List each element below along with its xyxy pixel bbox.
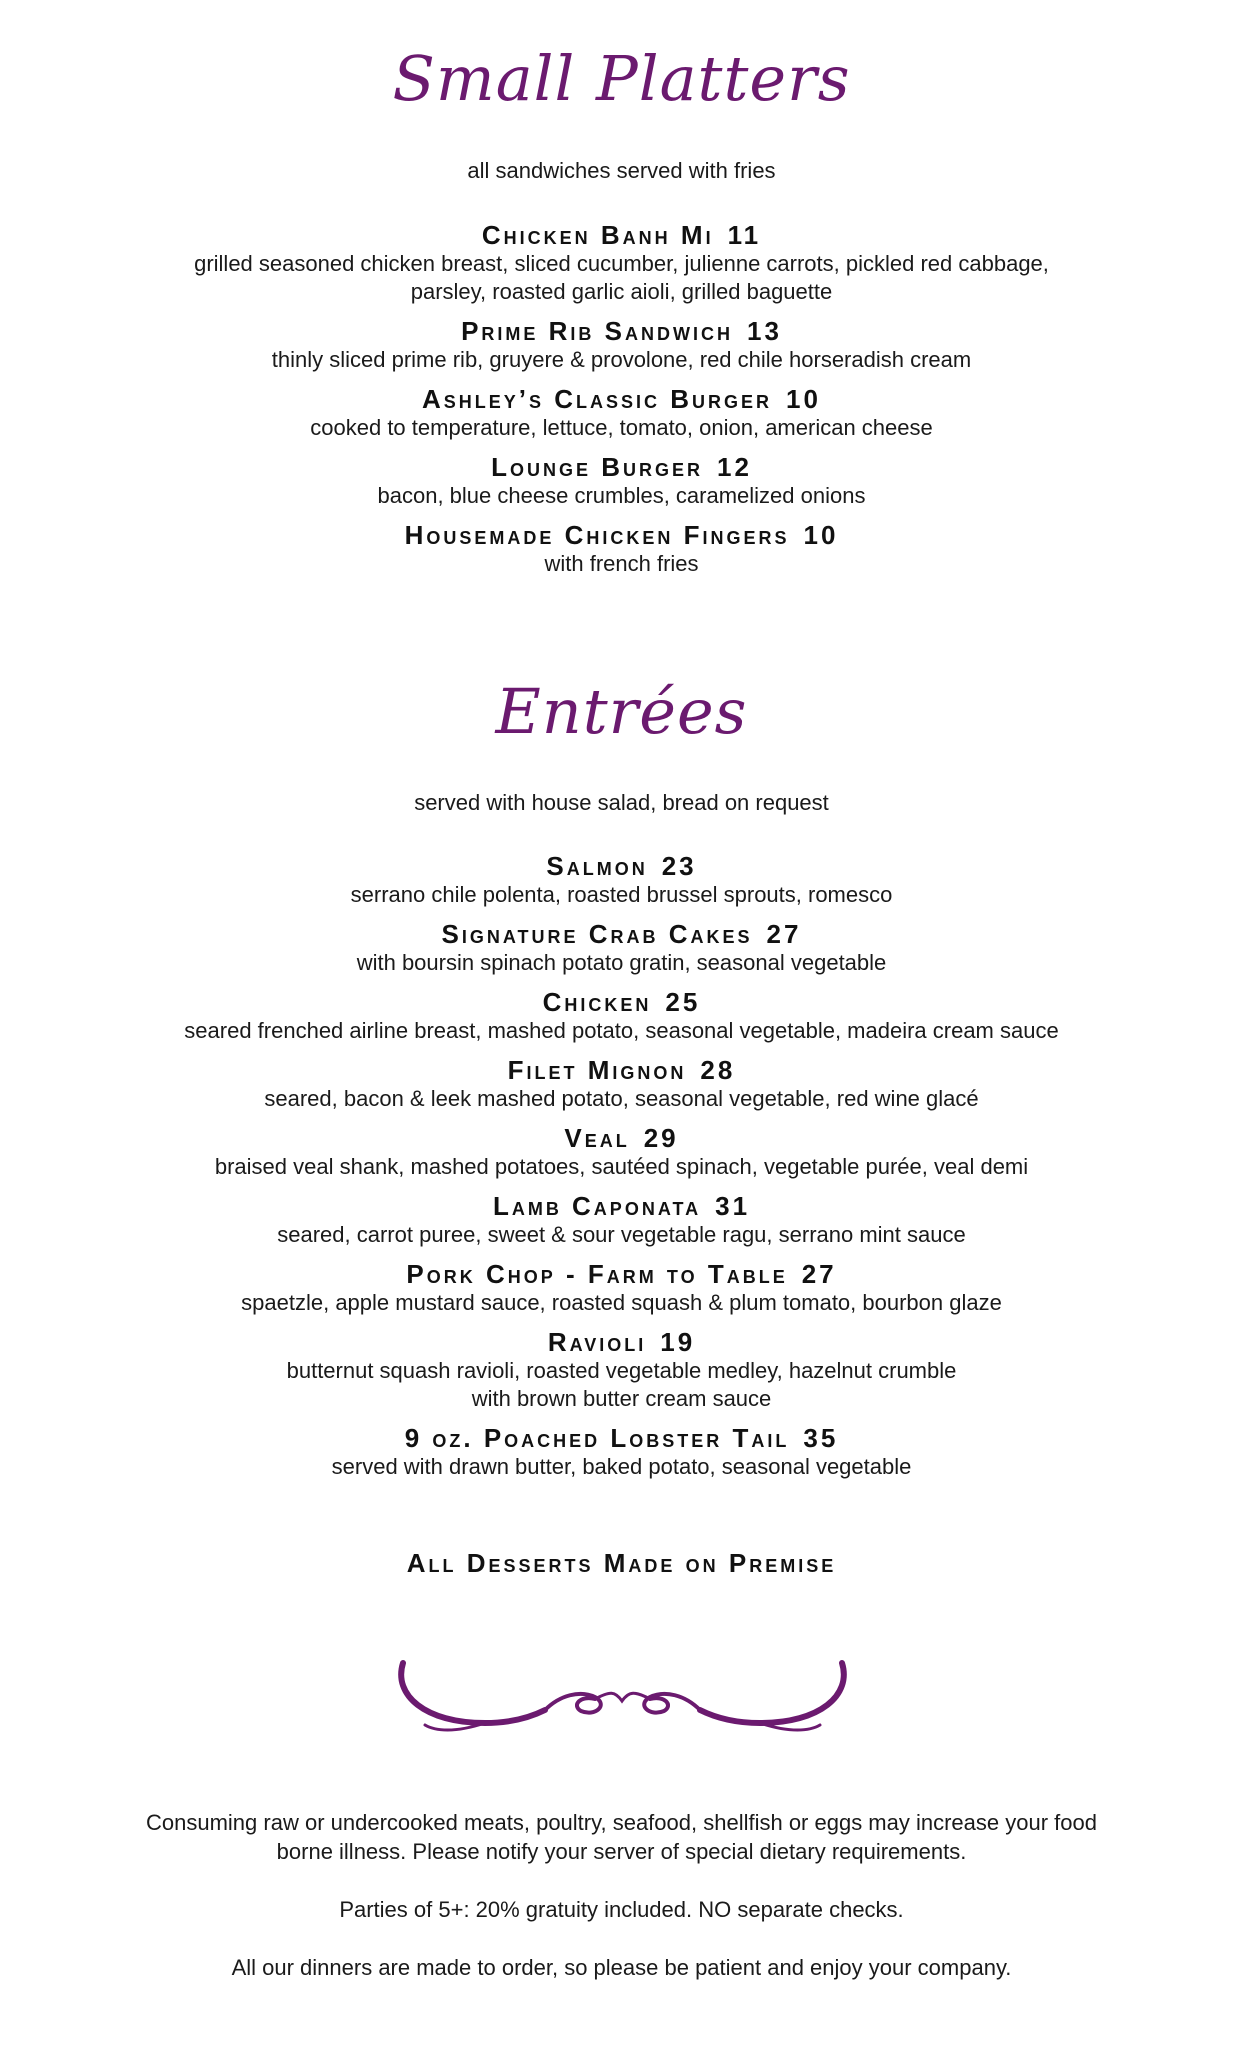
menu-item bbox=[0, 1123, 1243, 1181]
item-heading bbox=[0, 452, 1243, 482]
item-name: Ravioli bbox=[547, 1327, 647, 1357]
item-description: with french fries bbox=[544, 551, 699, 576]
desserts-notice: All Desserts Made on Premise bbox=[406, 1548, 837, 1578]
item-price: 31 bbox=[715, 1191, 751, 1221]
item-heading bbox=[0, 987, 1243, 1017]
item-heading bbox=[0, 220, 1243, 250]
menu-item bbox=[0, 851, 1243, 909]
item-price: 12 bbox=[716, 452, 752, 482]
item-heading bbox=[0, 1191, 1243, 1221]
menu-item bbox=[0, 452, 1243, 510]
item-name: Veal bbox=[564, 1123, 630, 1153]
item-price: 27 bbox=[801, 1259, 837, 1289]
item-name: Lounge Burger bbox=[491, 452, 703, 482]
item-price: 23 bbox=[661, 851, 697, 881]
item-name: Filet Mignon bbox=[507, 1055, 687, 1085]
item-name: Lamb Caponata bbox=[492, 1191, 702, 1221]
menu-item bbox=[0, 1327, 1243, 1413]
item-heading bbox=[0, 1327, 1243, 1357]
gratuity-note: Parties of 5+: 20% gratuity included. NO separate checks. bbox=[339, 1897, 904, 1922]
menu-item bbox=[0, 1191, 1243, 1249]
item-name: Signature Crab Cakes bbox=[441, 919, 753, 949]
item-price: 19 bbox=[660, 1327, 696, 1357]
menu-item bbox=[0, 384, 1243, 442]
item-description: seared frenched airline breast, mashed potato, seasonal vegetable, madeira cream sauce bbox=[184, 1018, 1059, 1043]
item-description-2: with brown butter cream sauce bbox=[471, 1386, 772, 1411]
item-description: braised veal shank, mashed potatoes, sautéed spinach, vegetable purée, veal demi bbox=[214, 1154, 1029, 1179]
item-name: Housemade Chicken Fingers bbox=[404, 520, 790, 550]
entrees-subtitle: served with house salad, bread on request bbox=[414, 790, 829, 815]
item-name: Chicken Banh Mi bbox=[481, 220, 714, 250]
item-price: 35 bbox=[803, 1423, 839, 1453]
entrees-list bbox=[0, 851, 1243, 1481]
item-name: Prime Rib Sandwich bbox=[461, 316, 733, 346]
warning-line-2: borne illness. Please notify your server of special dietary requirements. bbox=[276, 1839, 967, 1864]
item-price: 13 bbox=[746, 316, 782, 346]
item-price: 28 bbox=[700, 1055, 736, 1085]
menu-item bbox=[0, 919, 1243, 977]
item-description: bacon, blue cheese crumbles, caramelized onions bbox=[377, 483, 866, 508]
item-heading bbox=[0, 520, 1243, 550]
item-price: 29 bbox=[643, 1123, 679, 1153]
menu-item bbox=[0, 1423, 1243, 1481]
warning-line-1: Consuming raw or undercooked meats, poultry, seafood, shellfish or eggs may increase your food bbox=[146, 1810, 1097, 1835]
item-price: 10 bbox=[786, 384, 821, 414]
item-description: seared, bacon & leek mashed potato, seasonal vegetable, red wine glacé bbox=[264, 1086, 979, 1111]
item-heading bbox=[0, 1423, 1243, 1453]
item-heading bbox=[0, 1055, 1243, 1085]
item-heading bbox=[0, 316, 1243, 346]
entrees-title: Entrées bbox=[495, 675, 748, 748]
item-description: seared, carrot puree, sweet & sour vegetable ragu, serrano mint sauce bbox=[277, 1222, 966, 1247]
menu-item bbox=[0, 220, 1243, 306]
small-platters-subtitle: all sandwiches served with fries bbox=[467, 158, 776, 183]
item-price: 10 bbox=[803, 520, 839, 550]
item-price: 11 bbox=[727, 220, 762, 250]
menu-item bbox=[0, 316, 1243, 374]
item-name: Chicken bbox=[542, 987, 652, 1017]
item-description: with boursin spinach potato gratin, seasonal vegetable bbox=[356, 950, 887, 975]
menu-item bbox=[0, 1259, 1243, 1317]
item-name: 9 oz. Poached Lobster Tail bbox=[404, 1423, 790, 1453]
menu-item bbox=[0, 987, 1243, 1045]
item-heading bbox=[0, 1123, 1243, 1153]
patience-note: All our dinners are made to order, so please be patient and enjoy your company. bbox=[231, 1955, 1012, 1980]
item-description: cooked to temperature, lettuce, tomato, onion, american cheese bbox=[310, 415, 933, 440]
small-platters-title: Small Platters bbox=[392, 42, 851, 115]
item-description-2: parsley, roasted garlic aioli, grilled baguette bbox=[410, 279, 833, 304]
menu-item bbox=[0, 1055, 1243, 1113]
item-description: butternut squash ravioli, roasted vegetable medley, hazelnut crumble bbox=[286, 1358, 957, 1383]
item-heading bbox=[0, 384, 1243, 414]
item-description: serrano chile polenta, roasted brussel sprouts, romesco bbox=[350, 882, 893, 907]
food-safety-warning bbox=[0, 1808, 1243, 1866]
item-heading bbox=[0, 919, 1243, 949]
item-description: grilled seasoned chicken breast, sliced cucumber, julienne carrots, pickled red cabbage, bbox=[194, 251, 1049, 276]
item-name: Ashley’s Classic Burger bbox=[422, 384, 773, 414]
item-price: 25 bbox=[665, 987, 701, 1017]
item-price: 27 bbox=[766, 919, 802, 949]
item-name: Pork Chop - Farm to Table bbox=[406, 1259, 788, 1289]
item-heading bbox=[0, 851, 1243, 881]
item-heading bbox=[0, 1259, 1243, 1289]
small-platters-list bbox=[0, 220, 1243, 578]
menu-item bbox=[0, 520, 1243, 578]
item-description: thinly sliced prime rib, gruyere & provolone, red chile horseradish cream bbox=[271, 347, 972, 372]
item-description: spaetzle, apple mustard sauce, roasted squash & plum tomato, bourbon glaze bbox=[241, 1290, 1002, 1315]
item-name: Salmon bbox=[546, 851, 648, 881]
flourish-ornament-icon bbox=[395, 1655, 850, 1745]
item-description: served with drawn butter, baked potato, seasonal vegetable bbox=[331, 1454, 912, 1479]
